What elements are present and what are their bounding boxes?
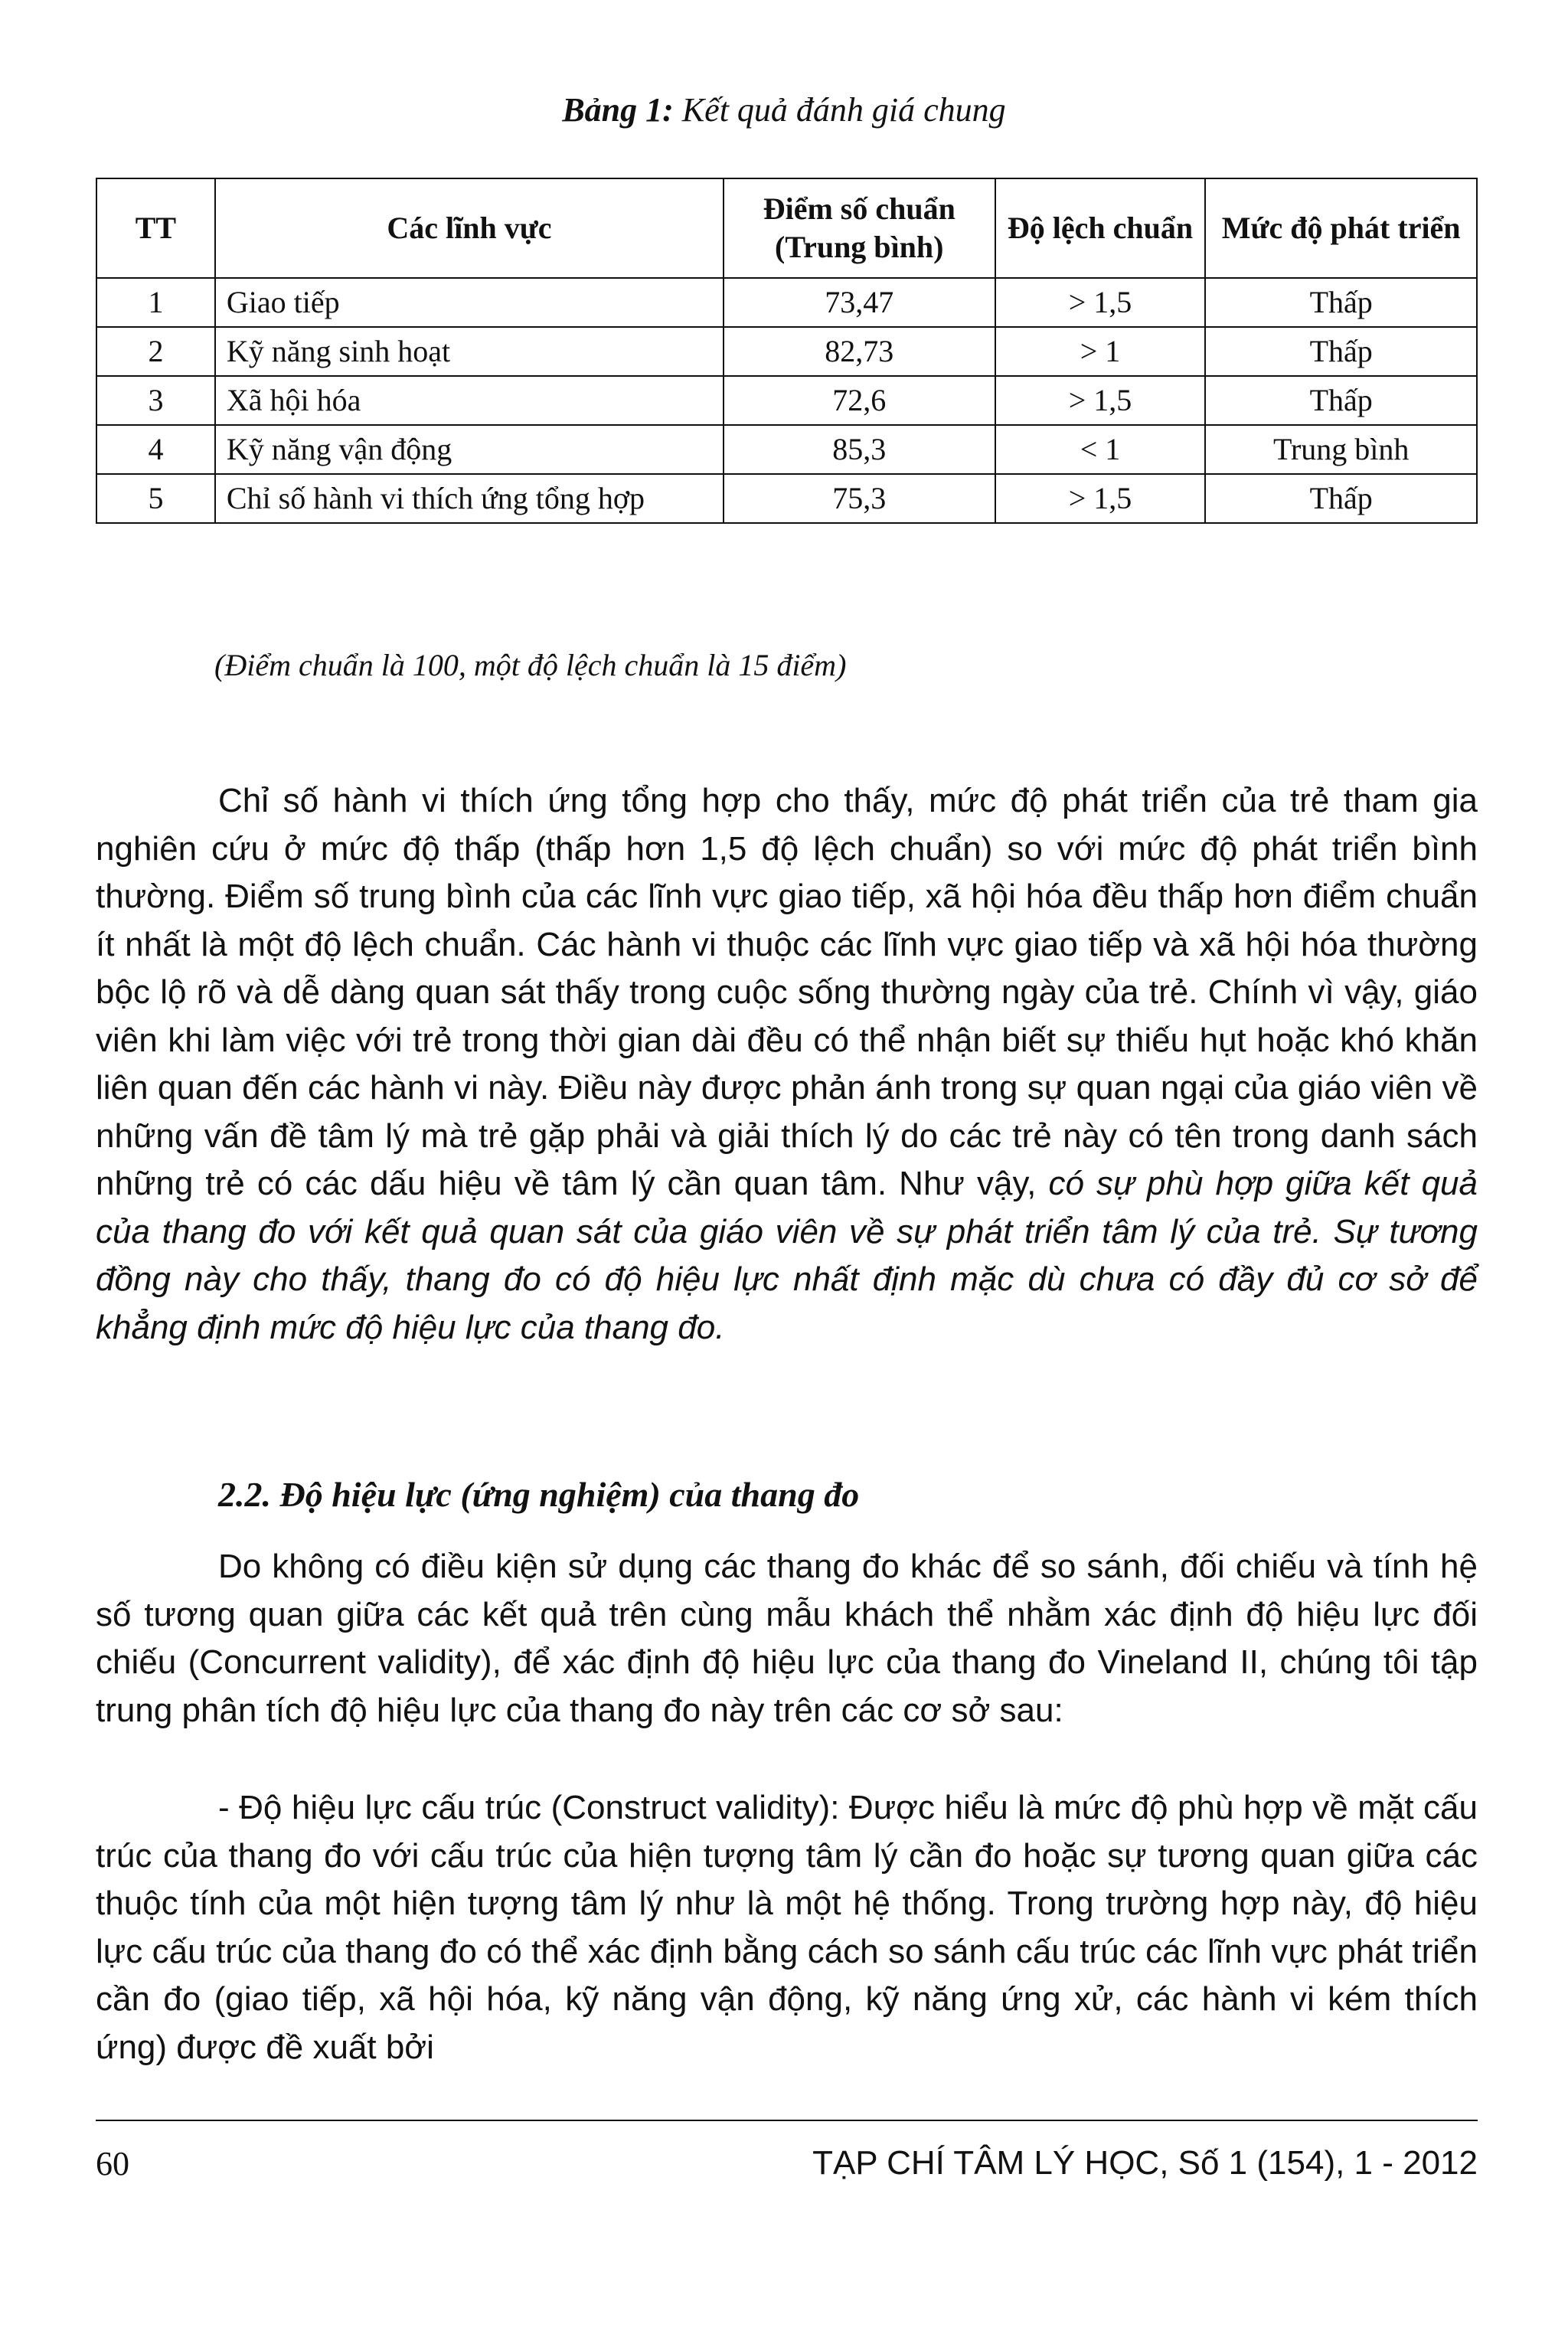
table-caption: [0, 90, 1568, 129]
table-row: [96, 474, 1477, 523]
caption-label: Bảng 1:: [562, 91, 674, 129]
cell-tt: 3: [96, 376, 215, 425]
cell-std-dev: < 1: [995, 425, 1206, 474]
cell-level: Thấp: [1205, 327, 1477, 376]
cell-domain: Giao tiếp: [215, 278, 724, 327]
cell-tt: 5: [96, 474, 215, 523]
table-row: [96, 425, 1477, 474]
cell-score: 85,3: [724, 425, 995, 474]
cell-score: 73,47: [724, 278, 995, 327]
cell-level: Thấp: [1205, 278, 1477, 327]
table-row: [96, 278, 1477, 327]
header-domain: Các lĩnh vực: [215, 178, 724, 278]
cell-std-dev: > 1,5: [995, 278, 1206, 327]
cell-std-dev: > 1,5: [995, 376, 1206, 425]
cell-std-dev: > 1,5: [995, 474, 1206, 523]
cell-tt: 1: [96, 278, 215, 327]
paragraph-results-italic: có sự phù hợp giữa kết quả của thang đo với kết quả quan sát của giáo viên về sự phát triển tâm lý của trẻ. Sự tương đồng này cho thấy, thang đo có độ hiệu lực nhất định mặc dù chưa có đầy đủ cơ sở để khẳng định mức độ hiệu lực của thang đo.: [96, 1165, 1478, 1346]
cell-level: Trung bình: [1205, 425, 1477, 474]
page-number: 60: [96, 2145, 129, 2182]
footer-divider: [96, 2120, 1478, 2121]
cell-score: 75,3: [724, 474, 995, 523]
cell-tt: 4: [96, 425, 215, 474]
cell-domain: Kỹ năng vận động: [215, 425, 724, 474]
cell-std-dev: > 1: [995, 327, 1206, 376]
cell-level: Thấp: [1205, 376, 1477, 425]
table-header-row: [96, 178, 1477, 278]
journal-title: TẠP CHÍ TÂM LÝ HỌC, Số 1 (154), 1 - 2012: [812, 2144, 1478, 2182]
header-tt: TT: [96, 178, 215, 278]
paragraph-validity-intro: Do không có điều kiện sử dụng các thang đo khác để so sánh, đối chiếu và tính hệ số tương quan giữa các kết quả trên cùng mẫu khách thể nhằm xác định độ hiệu lực đối chiếu (Concurrent validity), để xác định độ hiệu lực của thang đo Vineland II, chúng tôi tập trung phân tích độ hiệu lực của thang đo này trên các cơ sở sau:: [96, 1548, 1478, 1729]
table-row: [96, 327, 1477, 376]
cell-level: Thấp: [1205, 474, 1477, 523]
paragraph-results-normal: Chỉ số hành vi thích ứng tổng hợp cho thấy, mức độ phát triển của trẻ tham gia nghiên cứu ở mức độ thấp (thấp hơn 1,5 độ lệch chuẩn) so với mức độ phát triển bình thường. Điểm số trung bình của các lĩnh vực giao tiếp, xã hội hóa đều thấp hơn điểm chuẩn ít nhất là một độ lệch chuẩn. Các hành vi thuộc các lĩnh vực giao tiếp và xã hội hóa thường bộc lộ rõ và dễ dàng quan sát thấy trong cuộc sống thường ngày của trẻ. Chính vì vậy, giáo viên khi làm việc với trẻ trong thời gian dài đều có thể nhận biết sự thiếu hụt hoặc khó khăn liên quan đến các hành vi này. Điều này được phản ánh trong sự quan ngại của giáo viên về những vấn đề tâm lý mà trẻ gặp phải và giải thích lý do các trẻ này có tên trong danh sách những trẻ có các dấu hiệu về tâm lý cần quan tâm. Như vậy,: [96, 782, 1478, 1202]
paragraph-results: [96, 777, 1478, 1352]
paragraph-construct-validity: - Độ hiệu lực cấu trúc (Construct validity): Được hiểu là mức độ phù hợp về mặt cấu trúc của thang đo với cấu trúc của hiện tượng tâm lý cần đo hoặc sự tương quan giữa các thuộc tính của một hiện tượng tâm lý như là một hệ thống. Trong trường hợp này, độ hiệu lực cấu trúc của thang đo có thể xác định bằng cách so sánh cấu trúc các lĩnh vực phát triển cần đo (giao tiếp, xã hội hóa, kỹ năng vận động, kỹ năng ứng xử, các hành vi kém thích ứng) được đề xuất bởi: [96, 1789, 1478, 2066]
cell-domain: Xã hội hóa: [215, 376, 724, 425]
cell-domain: Kỹ năng sinh hoạt: [215, 327, 724, 376]
cell-domain: Chỉ số hành vi thích ứng tổng hợp: [215, 474, 724, 523]
header-standard-score: Điểm số chuẩn (Trung bình): [724, 178, 995, 278]
table-row: [96, 376, 1477, 425]
header-development-level: Mức độ phát triển: [1205, 178, 1477, 278]
cell-score: 82,73: [724, 327, 995, 376]
section-heading: 2.2. Độ hiệu lực (ứng nghiệm) của thang đo: [218, 1475, 860, 1514]
header-std-dev: Độ lệch chuẩn: [995, 178, 1206, 278]
results-table: [96, 178, 1478, 524]
caption-title: Kết quả đánh giá chung: [681, 91, 1006, 129]
cell-score: 72,6: [724, 376, 995, 425]
table-note: (Điểm chuẩn là 100, một độ lệch chuẩn là 15 điểm): [214, 648, 847, 682]
cell-tt: 2: [96, 327, 215, 376]
